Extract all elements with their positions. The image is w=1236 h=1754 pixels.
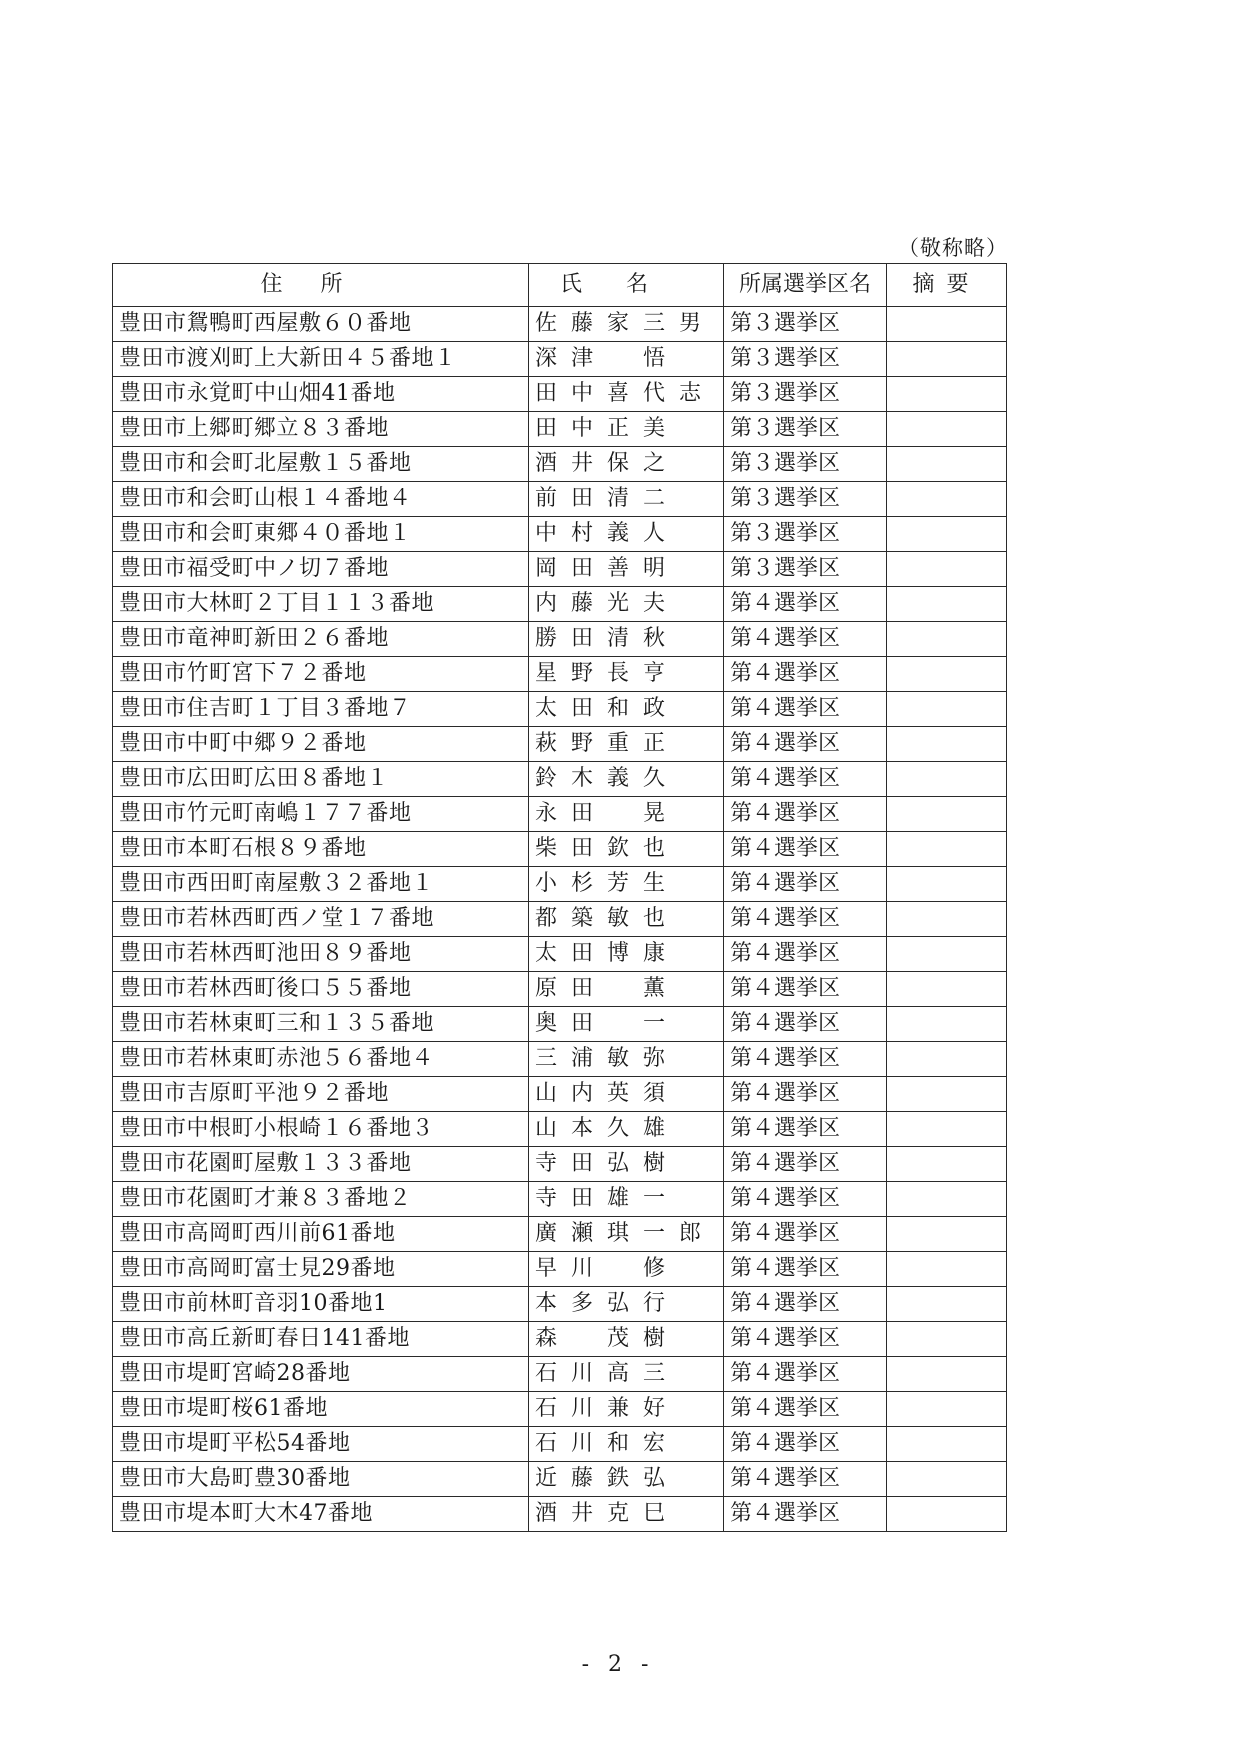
table-row (113, 482, 1007, 517)
note-cell (887, 1392, 1007, 1427)
address-cell: 豊田市本町石根８９番地 (113, 832, 529, 867)
district-cell: 第４選挙区 (724, 622, 887, 657)
note-cell (887, 377, 1007, 412)
address-cell: 豊田市若林西町西ノ堂１７番地 (113, 902, 529, 937)
name-cell: 酒井克巳 (529, 1497, 724, 1532)
district-cell: 第４選挙区 (724, 1497, 887, 1532)
name-cell: 石川高三 (529, 1357, 724, 1392)
note-cell (887, 762, 1007, 797)
address-cell: 豊田市和会町北屋敷１５番地 (113, 447, 529, 482)
name-cell: 寺田弘樹 (529, 1147, 724, 1182)
table-row (113, 1007, 1007, 1042)
district-cell: 第３選挙区 (724, 482, 887, 517)
name-cell: 鈴木義久 (529, 762, 724, 797)
table-row (113, 692, 1007, 727)
name-cell: 寺田雄一 (529, 1182, 724, 1217)
table-row (113, 867, 1007, 902)
table-row (113, 1147, 1007, 1182)
address-cell: 豊田市竹元町南嶋１７７番地 (113, 797, 529, 832)
note-cell (887, 972, 1007, 1007)
note-cell (887, 832, 1007, 867)
district-cell: 第４選挙区 (724, 972, 887, 1007)
table-row (113, 307, 1007, 342)
name-cell: 三浦敏弥 (529, 1042, 724, 1077)
name-cell: 小杉芳生 (529, 867, 724, 902)
table-row (113, 1497, 1007, 1532)
district-cell: 第３選挙区 (724, 517, 887, 552)
name-cell: 星野長亨 (529, 657, 724, 692)
district-cell: 第４選挙区 (724, 1392, 887, 1427)
district-cell: 第４選挙区 (724, 867, 887, 902)
note-cell (887, 1042, 1007, 1077)
table-row (113, 1112, 1007, 1147)
header-address: 住所 (113, 264, 529, 307)
name-cell: 近藤鉄弘 (529, 1462, 724, 1497)
table-row (113, 1357, 1007, 1392)
table-row (113, 1427, 1007, 1462)
name-cell: 田中正美 (529, 412, 724, 447)
name-cell: 勝田清秋 (529, 622, 724, 657)
note-cell (887, 622, 1007, 657)
name-cell: 深津 悟 (529, 342, 724, 377)
address-cell: 豊田市鴛鴨町西屋敷６０番地 (113, 307, 529, 342)
note-cell (887, 692, 1007, 727)
address-cell: 豊田市上郷町郷立８３番地 (113, 412, 529, 447)
district-cell: 第４選挙区 (724, 832, 887, 867)
note-cell (887, 307, 1007, 342)
district-cell: 第４選挙区 (724, 657, 887, 692)
table-row (113, 832, 1007, 867)
table-row (113, 657, 1007, 692)
note-cell (887, 1462, 1007, 1497)
note-cell (887, 902, 1007, 937)
name-cell: 石川兼好 (529, 1392, 724, 1427)
name-cell: 酒井保之 (529, 447, 724, 482)
address-cell: 豊田市住吉町１丁目３番地７ (113, 692, 529, 727)
name-cell: 岡田善明 (529, 552, 724, 587)
name-cell: 早川 修 (529, 1252, 724, 1287)
name-cell: 太田和政 (529, 692, 724, 727)
table-row (113, 622, 1007, 657)
district-cell: 第４選挙区 (724, 1182, 887, 1217)
table-row (113, 727, 1007, 762)
note-cell (887, 552, 1007, 587)
table-row (113, 1287, 1007, 1322)
address-cell: 豊田市西田町南屋敷３２番地１ (113, 867, 529, 902)
address-cell: 豊田市堤町桜61番地 (113, 1392, 529, 1427)
name-cell: 原田 薫 (529, 972, 724, 1007)
name-cell: 本多弘行 (529, 1287, 724, 1322)
note-cell (887, 1427, 1007, 1462)
district-cell: 第４選挙区 (724, 1112, 887, 1147)
table-row (113, 1392, 1007, 1427)
address-cell: 豊田市高岡町富士見29番地 (113, 1252, 529, 1287)
table-row (113, 517, 1007, 552)
district-cell: 第４選挙区 (724, 1252, 887, 1287)
district-cell: 第４選挙区 (724, 1077, 887, 1112)
address-cell: 豊田市若林西町池田８９番地 (113, 937, 529, 972)
name-cell: 前田清二 (529, 482, 724, 517)
note-cell (887, 482, 1007, 517)
district-cell: 第４選挙区 (724, 1462, 887, 1497)
note-cell (887, 1112, 1007, 1147)
note-cell (887, 1287, 1007, 1322)
table-row (113, 937, 1007, 972)
address-cell: 豊田市高丘新町春日141番地 (113, 1322, 529, 1357)
table-row (113, 1322, 1007, 1357)
note-cell (887, 727, 1007, 762)
district-cell: 第４選挙区 (724, 1427, 887, 1462)
name-cell: 廣瀬琪一郎 (529, 1217, 724, 1252)
table-row (113, 797, 1007, 832)
roster-body (113, 307, 1007, 1532)
address-cell: 豊田市大林町２丁目１１３番地 (113, 587, 529, 622)
name-cell: 山本久雄 (529, 1112, 724, 1147)
district-cell: 第３選挙区 (724, 342, 887, 377)
address-cell: 豊田市前林町音羽10番地1 (113, 1287, 529, 1322)
note-cell (887, 1497, 1007, 1532)
note-cell (887, 1217, 1007, 1252)
header-district: 所属選挙区名 (724, 264, 887, 307)
name-cell: 石川和宏 (529, 1427, 724, 1462)
page-number: - 2 - (581, 1652, 655, 1677)
table-row (113, 552, 1007, 587)
address-cell: 豊田市中根町小根崎１６番地３ (113, 1112, 529, 1147)
name-cell: 森 茂樹 (529, 1322, 724, 1357)
district-cell: 第４選挙区 (724, 1147, 887, 1182)
address-cell: 豊田市渡刈町上大新田４５番地１ (113, 342, 529, 377)
district-cell: 第４選挙区 (724, 1007, 887, 1042)
table-row (113, 1077, 1007, 1112)
note-cell (887, 517, 1007, 552)
name-cell: 中村義人 (529, 517, 724, 552)
note-cell (887, 937, 1007, 972)
district-cell: 第３選挙区 (724, 307, 887, 342)
honorific-note: （敬称略） (898, 236, 1008, 260)
address-cell: 豊田市中町中郷９２番地 (113, 727, 529, 762)
table-row (113, 1462, 1007, 1497)
header-note: 摘要 (887, 264, 1007, 307)
district-cell: 第４選挙区 (724, 797, 887, 832)
address-cell: 豊田市竹町宮下７２番地 (113, 657, 529, 692)
name-cell: 佐藤家三男 (529, 307, 724, 342)
district-cell: 第４選挙区 (724, 1287, 887, 1322)
note-cell (887, 1357, 1007, 1392)
note-cell (887, 657, 1007, 692)
name-cell: 都築敏也 (529, 902, 724, 937)
note-cell (887, 1007, 1007, 1042)
table-row (113, 587, 1007, 622)
note-cell (887, 412, 1007, 447)
header-name: 氏名 (529, 264, 724, 307)
district-cell: 第４選挙区 (724, 1217, 887, 1252)
district-cell: 第４選挙区 (724, 727, 887, 762)
table-row (113, 762, 1007, 797)
note-cell (887, 797, 1007, 832)
header-row (113, 264, 1007, 307)
district-cell: 第３選挙区 (724, 377, 887, 412)
address-cell: 豊田市花園町屋敷１３３番地 (113, 1147, 529, 1182)
note-cell (887, 447, 1007, 482)
name-cell: 奥田 一 (529, 1007, 724, 1042)
address-cell: 豊田市大島町豊30番地 (113, 1462, 529, 1497)
table-row (113, 1042, 1007, 1077)
district-cell: 第３選挙区 (724, 552, 887, 587)
table-row (113, 447, 1007, 482)
district-cell: 第４選挙区 (724, 692, 887, 727)
district-cell: 第４選挙区 (724, 902, 887, 937)
name-cell: 内藤光夫 (529, 587, 724, 622)
address-cell: 豊田市若林西町後口５５番地 (113, 972, 529, 1007)
address-cell: 豊田市若林東町赤池５６番地４ (113, 1042, 529, 1077)
roster-table (112, 263, 1007, 1532)
address-cell: 豊田市和会町東郷４０番地１ (113, 517, 529, 552)
table-row (113, 902, 1007, 937)
table-row (113, 1182, 1007, 1217)
address-cell: 豊田市若林東町三和１３５番地 (113, 1007, 529, 1042)
table-row (113, 377, 1007, 412)
note-cell (887, 1077, 1007, 1112)
district-cell: 第３選挙区 (724, 412, 887, 447)
table-row (113, 1252, 1007, 1287)
district-cell: 第４選挙区 (724, 762, 887, 797)
address-cell: 豊田市広田町広田８番地１ (113, 762, 529, 797)
name-cell: 田中喜代志 (529, 377, 724, 412)
district-cell: 第４選挙区 (724, 587, 887, 622)
address-cell: 豊田市永覚町中山畑41番地 (113, 377, 529, 412)
address-cell: 豊田市花園町才兼８３番地２ (113, 1182, 529, 1217)
address-cell: 豊田市高岡町西川前61番地 (113, 1217, 529, 1252)
district-cell: 第３選挙区 (724, 447, 887, 482)
table-row (113, 342, 1007, 377)
address-cell: 豊田市堤本町大木47番地 (113, 1497, 529, 1532)
district-cell: 第４選挙区 (724, 1042, 887, 1077)
address-cell: 豊田市福受町中ノ切７番地 (113, 552, 529, 587)
note-cell (887, 1252, 1007, 1287)
table-row (113, 1217, 1007, 1252)
name-cell: 永田 晃 (529, 797, 724, 832)
note-cell (887, 587, 1007, 622)
note-cell (887, 1182, 1007, 1217)
district-cell: 第４選挙区 (724, 1357, 887, 1392)
name-cell: 山内英須 (529, 1077, 724, 1112)
table-row (113, 412, 1007, 447)
name-cell: 太田博康 (529, 937, 724, 972)
name-cell: 柴田欽也 (529, 832, 724, 867)
address-cell: 豊田市吉原町平池９２番地 (113, 1077, 529, 1112)
district-cell: 第４選挙区 (724, 937, 887, 972)
name-cell: 萩野重正 (529, 727, 724, 762)
note-cell (887, 342, 1007, 377)
address-cell: 豊田市竜神町新田２６番地 (113, 622, 529, 657)
note-cell (887, 1322, 1007, 1357)
address-cell: 豊田市和会町山根１４番地４ (113, 482, 529, 517)
address-cell: 豊田市堤町宮崎28番地 (113, 1357, 529, 1392)
note-cell (887, 867, 1007, 902)
table-row (113, 972, 1007, 1007)
address-cell: 豊田市堤町平松54番地 (113, 1427, 529, 1462)
note-cell (887, 1147, 1007, 1182)
district-cell: 第４選挙区 (724, 1322, 887, 1357)
